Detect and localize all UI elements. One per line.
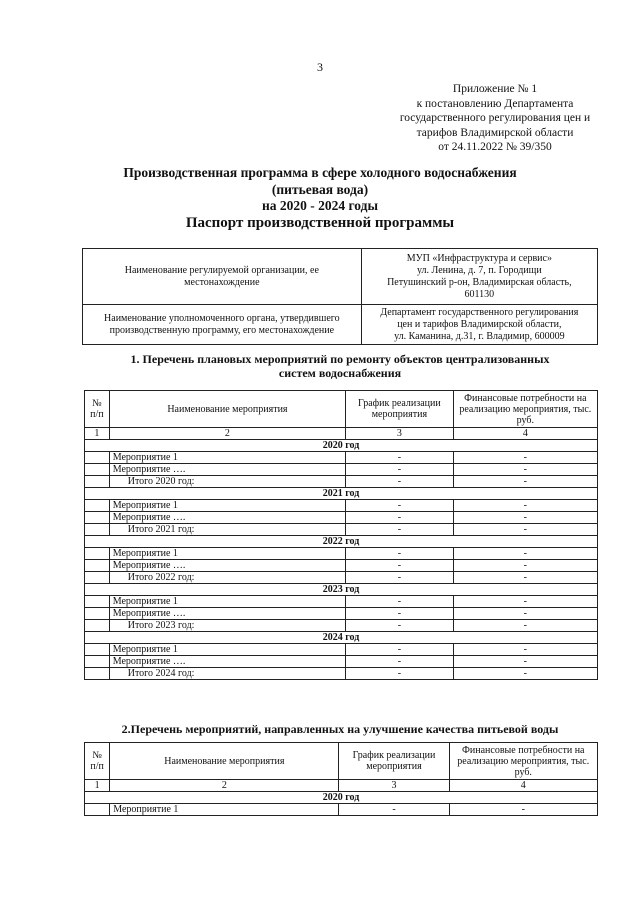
table-index-row (85, 780, 598, 792)
index-cell: 1 (85, 780, 110, 792)
row-finance: - (453, 500, 597, 512)
passport-label: Наименование регулируемой организации, ее местонахождение (83, 249, 362, 305)
table-header-row (85, 391, 598, 428)
row-name: Мероприятие 1 (110, 804, 339, 816)
year-label: 2024 год (85, 632, 598, 644)
row-finance: - (453, 524, 597, 536)
row-name: Итого 2023 год: (109, 620, 345, 632)
passport-value-line: ул. Каманина, д.31, г. Владимир, 600009 (394, 330, 565, 342)
row-name: Мероприятие 1 (109, 644, 345, 656)
passport-row (83, 305, 598, 345)
passport-value-line: Департамент государственного регулирования (380, 306, 579, 318)
row-schedule: - (346, 548, 453, 560)
row-finance: - (449, 804, 597, 816)
row-schedule: - (346, 620, 453, 632)
header-schedule: График реализации мероприятия (339, 743, 449, 780)
year-label: 2023 год (85, 584, 598, 596)
row-finance: - (453, 476, 597, 488)
row-schedule: - (339, 804, 449, 816)
row-name: Итого 2020 год: (109, 476, 345, 488)
quality-events-table (84, 742, 598, 816)
passport-row (83, 249, 598, 305)
table-row (85, 608, 598, 620)
table-row (85, 560, 598, 572)
title-line: Паспорт производственной программы (185, 214, 455, 231)
header-finance: Финансовые потребности на реализацию мероприятия, тыс. руб. (449, 743, 597, 780)
row-name: Мероприятие …. (109, 560, 345, 572)
row-schedule: - (346, 572, 453, 584)
row-schedule: - (346, 452, 453, 464)
index-cell: 4 (453, 428, 597, 440)
header-finance: Финансовые потребности на реализацию мероприятия, тыс. руб. (453, 391, 597, 428)
index-cell: 2 (110, 780, 339, 792)
year-label: 2022 год (85, 536, 598, 548)
row-name: Итого 2021 год: (109, 524, 345, 536)
row-num (85, 804, 110, 816)
row-finance: - (453, 512, 597, 524)
header-schedule: График реализации мероприятия (346, 391, 453, 428)
row-finance: - (453, 572, 597, 584)
row-schedule: - (346, 560, 453, 572)
row-num (85, 500, 110, 512)
header-name: Наименование мероприятия (110, 743, 339, 780)
row-num (85, 476, 110, 488)
table-row (85, 644, 598, 656)
section1-title-line: 1. Перечень плановых мероприятий по ремонту объектов централизованных (130, 352, 550, 366)
index-cell: 4 (449, 780, 597, 792)
appendix-line: государственного регулирования цен и (399, 112, 591, 124)
row-num (85, 548, 110, 560)
row-finance: - (453, 644, 597, 656)
title-line: на 2020 - 2024 годы (261, 198, 379, 213)
appendix-line: от 24.11.2022 № 39/350 (438, 141, 552, 153)
row-name: Мероприятие 1 (109, 500, 345, 512)
passport-value (361, 305, 597, 345)
row-finance: - (453, 560, 597, 572)
index-cell: 3 (339, 780, 449, 792)
row-finance: - (453, 452, 597, 464)
row-num (85, 596, 110, 608)
row-num (85, 560, 110, 572)
total-row (85, 620, 598, 632)
row-num (85, 464, 110, 476)
row-finance: - (453, 656, 597, 668)
row-schedule: - (346, 524, 453, 536)
row-num (85, 656, 110, 668)
row-finance: - (453, 596, 597, 608)
row-schedule: - (346, 656, 453, 668)
table-row (85, 512, 598, 524)
row-name: Мероприятие 1 (109, 452, 345, 464)
year-label: 2021 год (85, 488, 598, 500)
row-num (85, 608, 110, 620)
table-row (85, 596, 598, 608)
row-name: Итого 2022 год: (109, 572, 345, 584)
row-schedule: - (346, 512, 453, 524)
row-name: Мероприятие …. (109, 512, 345, 524)
passport-value-line: 601130 (464, 288, 495, 300)
row-schedule: - (346, 476, 453, 488)
row-schedule: - (346, 500, 453, 512)
index-cell: 3 (346, 428, 453, 440)
row-num (85, 512, 110, 524)
total-row (85, 524, 598, 536)
row-num (85, 524, 110, 536)
row-name: Мероприятие 1 (109, 548, 345, 560)
index-cell: 1 (85, 428, 110, 440)
row-finance: - (453, 668, 597, 680)
table-index-row (85, 428, 598, 440)
row-num (85, 572, 110, 584)
total-row (85, 476, 598, 488)
year-row (85, 536, 598, 548)
row-num (85, 452, 110, 464)
row-name: Мероприятие …. (109, 656, 345, 668)
appendix-line: Приложение № 1 (452, 83, 538, 95)
year-label: 2020 год (85, 792, 598, 804)
table-header-row (85, 743, 598, 780)
row-finance: - (453, 548, 597, 560)
row-schedule: - (346, 668, 453, 680)
row-name: Мероприятие …. (109, 464, 345, 476)
table-row (85, 500, 598, 512)
row-schedule: - (346, 608, 453, 620)
table-row (85, 656, 598, 668)
row-finance: - (453, 620, 597, 632)
passport-table (82, 248, 598, 345)
row-schedule: - (346, 644, 453, 656)
index-cell: 2 (109, 428, 345, 440)
page-number: 3 (317, 60, 323, 74)
year-row (85, 792, 598, 804)
row-name: Мероприятие …. (109, 608, 345, 620)
row-num (85, 644, 110, 656)
row-schedule: - (346, 596, 453, 608)
year-row (85, 440, 598, 452)
passport-value-line: МУП «Инфраструктура и сервис» (406, 252, 552, 264)
year-row (85, 632, 598, 644)
header-num: № п/п (85, 743, 110, 780)
row-name: Мероприятие 1 (109, 596, 345, 608)
title-line: (питьевая вода) (271, 181, 369, 197)
year-label: 2020 год (85, 440, 598, 452)
row-name: Итого 2024 год: (109, 668, 345, 680)
year-row (85, 488, 598, 500)
appendix-block (370, 82, 620, 155)
header-name: Наименование мероприятия (109, 391, 345, 428)
passport-value-line: ул. Ленина, д. 7, п. Городищи (416, 264, 542, 276)
repair-events-table (84, 390, 598, 680)
passport-label: Наименование уполномоченного органа, утвердившего производственную программу, его местонахождение (83, 305, 362, 345)
row-finance: - (453, 464, 597, 476)
appendix-line: тарифов Владимирской области (416, 126, 574, 139)
row-num (85, 620, 110, 632)
table-row (85, 464, 598, 476)
section1-title (80, 352, 600, 380)
table-row (85, 452, 598, 464)
passport-value-line: Петушинский р-он, Владимирская область, (387, 276, 572, 288)
passport-value-line: цен и тарифов Владимирской области, (397, 318, 562, 330)
table-row (85, 548, 598, 560)
passport-value (361, 249, 597, 305)
title-line: Производственная программа в сфере холодного водоснабжения (123, 165, 517, 180)
year-row (85, 584, 598, 596)
row-finance: - (453, 608, 597, 620)
total-row (85, 572, 598, 584)
section2-title: 2.Перечень мероприятий, направленных на улучшение качества питьевой воды (121, 722, 559, 736)
table-row (85, 804, 598, 816)
section1-title-line: систем водоснабжения (278, 366, 402, 380)
total-row (85, 668, 598, 680)
appendix-line: к постановлению Департамента (416, 97, 574, 110)
header-num: № п/п (85, 391, 110, 428)
row-num (85, 668, 110, 680)
document-title (80, 165, 560, 231)
row-schedule: - (346, 464, 453, 476)
